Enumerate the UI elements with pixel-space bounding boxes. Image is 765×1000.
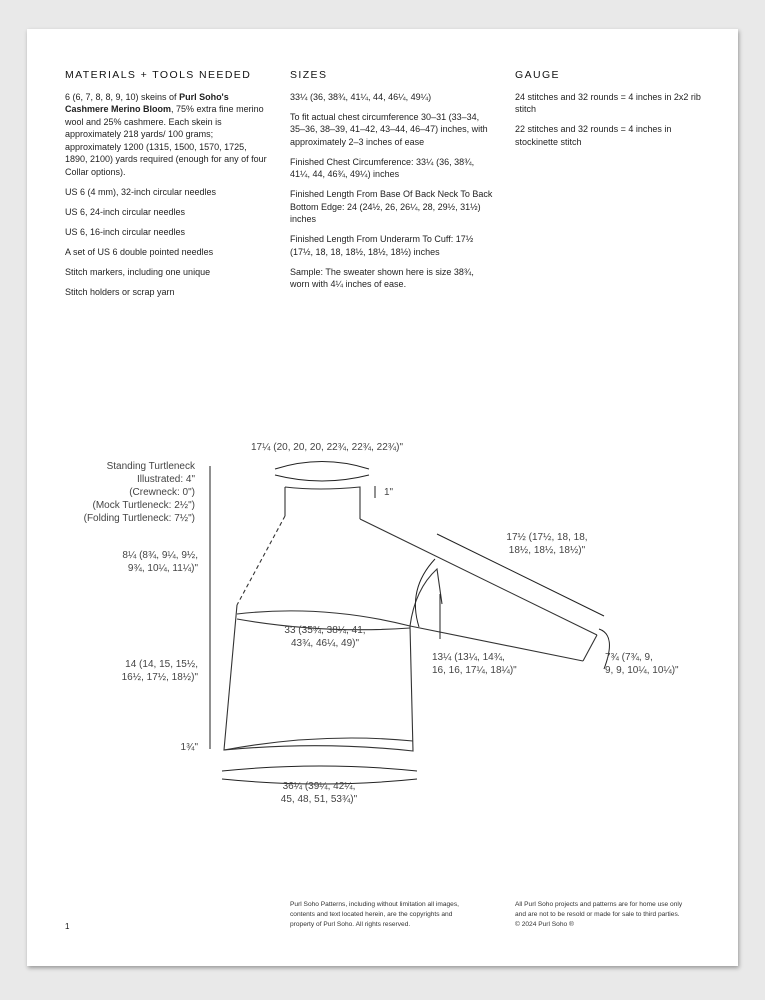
sleeve-cuff (583, 635, 597, 661)
copyright-line: Purl Soho Patterns, including without limitation all images, (290, 901, 459, 908)
material-item: US 6 (4 mm), 32-inch circular needles (65, 186, 217, 197)
material-item: US 6, 16-inch circular needles (65, 226, 186, 237)
usage-line: © 2024 Purl Soho ® (515, 921, 574, 928)
collar-label-line: Standing Turtleneck (106, 461, 195, 472)
measurement-lines (210, 462, 609, 785)
body-length-label: 14 (14, 15, 15½, (125, 659, 198, 670)
size-item: Sample: The sweater shown here is size 38¾, worn with 4¼ inches of ease. (290, 266, 474, 289)
gauge-item: 22 stitches and 32 rounds = 4 inches in stockinette stitch (515, 124, 672, 147)
yoke-depth-label: 8¼ (8¾, 9¼, 9½, (122, 550, 198, 561)
size-item: 33¼ (36, 38¾, 41¼, 44, 46¼, 49¼) (290, 91, 432, 102)
gauge-item: 24 stitches and 32 rounds = 4 inches in 2x2 rib stitch (515, 91, 701, 114)
cuff-label: 9, 9, 10¼, 10¼)" (605, 665, 679, 676)
yarn-name: Purl Soho's Cashmere Merino Bloom (65, 91, 229, 114)
cuff-label: 7¾ (7¾, 9, (605, 652, 653, 663)
material-item: A set of US 6 double pointed needles (65, 246, 214, 257)
chest-label: 33 (35¾, 38¼, 41, (284, 625, 366, 636)
collar-label-line: (Folding Turtleneck: 7½") (83, 513, 195, 524)
size-item: To fit actual chest circumference 30–31 (33–34, 35–36, 38–39, 41–42, 43–44, 46–47) inches, with approximately 2–3 inches of ease (290, 111, 488, 147)
material-item: US 6, 24-inch circular needles (65, 206, 186, 217)
raglan-line (237, 516, 285, 605)
collar-label-line: (Crewneck: 0") (129, 487, 195, 498)
size-item: Finished Chest Circumference: 33¼ (36, 38¾, 41¼, 44, 46¾, 49¼) inches (290, 156, 475, 179)
armhole (410, 569, 442, 626)
chest-label: 43¾, 46¼, 49)" (290, 638, 360, 649)
chest-line (237, 611, 410, 626)
hem-label: 36¼ (39¼, 42¼, (282, 781, 356, 792)
neck-circ-arc (275, 462, 369, 470)
sleeve-length-label: 18½, 18½, 18½)" (508, 545, 586, 556)
collar-outline (285, 487, 360, 519)
sleeve-length-label: 17½ (17½, 18, 18, (506, 532, 588, 543)
body-length-label: 16½, 17½, 18½)" (121, 672, 198, 683)
neck-circ-label: 17¼ (20, 20, 20, 22¾, 22¾, 22¾)" (251, 442, 403, 453)
yoke-depth-label: 9¾, 10¼, 11¼)" (127, 563, 198, 574)
usage-line: and are not to be resold or made for sale to third parties. (515, 911, 680, 918)
upper-arm-arc (415, 559, 435, 627)
sizes-heading: SIZES (290, 69, 328, 81)
hem-arc (222, 766, 417, 771)
hem-rib-label: 1¾" (180, 742, 198, 753)
size-item: Finished Length From Base Of Back Neck To Back Bottom Edge: 24 (24½, 26, 26¼, 28, 29½, 31½) inches (290, 189, 493, 224)
materials-heading: MATERIALS + TOOLS NEEDED (65, 69, 252, 81)
hem-label: 45, 48, 51, 53¾)" (280, 794, 358, 805)
copyright-line: property of Purl Soho. All rights reserved. (290, 921, 411, 928)
upper-arm-label: 13¼ (13¼, 14¾, (432, 652, 505, 663)
copyright-notice (290, 900, 459, 930)
material-item: Stitch markers, including one unique (65, 266, 211, 277)
cuff-arc (599, 629, 609, 669)
yarn-count: 6 (6, 7, 8, 8, 9, 10) skeins of (65, 91, 180, 102)
upper-arm-label: 16, 16, 17¼, 18¼)" (432, 665, 517, 676)
pattern-page (27, 29, 738, 966)
yarn-details: , 75% extra fine merino wool and 25% cashmere. Each skein is approximately 218 yards/ 100 grams; approximately 1200 (1315, 1500, 1570, 1725, 1890, 2100) yards required (enough for any of four Collar options). (65, 104, 267, 177)
usage-line: All Purl Soho projects and patterns are for home use only (515, 901, 683, 908)
schematic-diagram (27, 29, 738, 966)
neck-circ-arc-lower (275, 475, 369, 481)
gauge-heading: GAUGE (515, 69, 560, 81)
page-number: 1 (65, 922, 70, 931)
usage-notice (515, 900, 682, 930)
sweater-outline (224, 487, 597, 751)
copyright-line: contents and text located herein, are the copyrights and (290, 911, 453, 918)
size-item: Finished Length From Underarm To Cuff: 17½ (17½, 18, 18, 18½, 18½, 18½) inches (290, 234, 474, 257)
collar-label-line: Illustrated: 4" (136, 474, 195, 485)
neck-rib-label: 1" (384, 487, 394, 498)
collar-label-line: (Mock Turtleneck: 2½") (92, 500, 195, 511)
material-item: Stitch holders or scrap yarn (65, 286, 175, 297)
